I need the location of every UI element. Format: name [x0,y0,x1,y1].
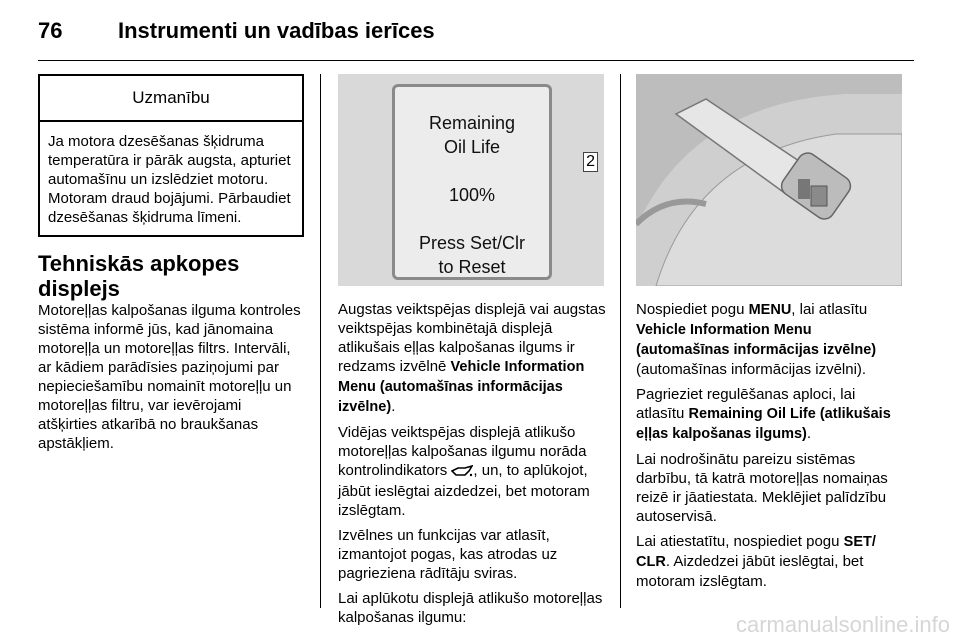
display-screen [392,84,552,280]
col2-paragraph-2: Vidējas veiktspējas displejā atlikušo motoreļļas kalpošanas ilgumu norāda kontrolindikators , un, to aplūkojot, jābūt ieslēgtai aizdedzei, bet motoram izslēgtam. [338,424,590,519]
col2-paragraph-1: Augstas veiktspējas displejā vai augstas veiktspējas kombinētajā displejā atlikušais eļļas kalpošanas ilgums ir redzams izvēlnē Vehicle Information Menu (automašīnas informācijas izvēlne). [338,301,606,415]
caution-text: Ja motora dzesēšanas šķidruma temperatūra ir pārāk augsta, apturiet automašīnu un izslēdziet motoru. Motoram draud bojājumi. Pārbaudiet dzesēšanas šķidruma līmeni. [48,133,291,226]
display-line-2: Oil Life [443,137,501,157]
display-line-4: Press Set/Clr [418,233,526,253]
oil-can-icon [451,463,473,482]
column-right [636,74,904,597]
figure-tag: 2 [583,152,598,172]
display-line-1: Remaining [428,113,516,133]
stalk-control-figure [636,74,902,286]
watermark: carmanualsonline.info [735,612,950,637]
column-left [38,74,304,459]
column-divider [320,74,321,608]
section-title: Tehniskās apkopes displejs [38,251,240,301]
turn-signal-stalk-illustration [636,74,902,286]
col2-paragraph-3: Izvēlnes un funkcijas var atlasīt, izmantojot pogas, kas atrodas uz pagrieziena rādītāju sviras. [338,527,558,582]
section-intro: Motoreļļas kalpošanas ilguma kontroles sistēma informē jūs, kad jānomaina motoreļļa un motoreļļas filtrs. Intervāli, ar kādiem parādīsies paziņojumi par nepieciešamību nomainīt motoreļļu un motoreļļas filtru, var ievērojami atšķirties atkarībā no braukšanas apstākļiem. [38,302,301,452]
header-divider [38,60,914,61]
page-number: 76 [38,18,63,43]
page-title: Instrumenti un vadības ierīces [118,18,435,43]
col3-paragraph-2: Pagrieziet regulēšanas aploci, lai atlasītu Remaining Oil Life (atlikušais eļļas kalpošanas ilgums). [636,386,891,442]
caution-box [38,74,304,237]
column-divider [620,74,621,608]
display-line-5: to Reset [438,257,506,277]
col3-paragraph-4: Lai atiestatītu, nospiediet pogu SET/ CLR. Aizdedzei jābūt ieslēgtai, bet motoram izslēgtam. [636,533,876,590]
column-middle [338,74,606,633]
oil-life-display-figure [338,74,604,286]
col2-paragraph-4: Lai aplūkotu displejā atlikušo motoreļļas kalpošanas ilgumu: [338,590,603,626]
col3-paragraph-1: Nospiediet pogu MENU, lai atlasītu Vehicle Information Menu (automašīnas informācijas izvēlne) (automašīnas informācijas izvēlni). [636,301,877,378]
display-line-3: 100% [448,185,496,205]
col3-paragraph-3: Lai nodrošinātu pareizu sistēmas darbību, tā katrā motoreļļas nomaiņas reizē ir jāatiestata. Meklējiet palīdzību autoservisā. [636,451,888,525]
caution-title: Uzmanību [40,76,302,122]
page-header [38,14,918,54]
